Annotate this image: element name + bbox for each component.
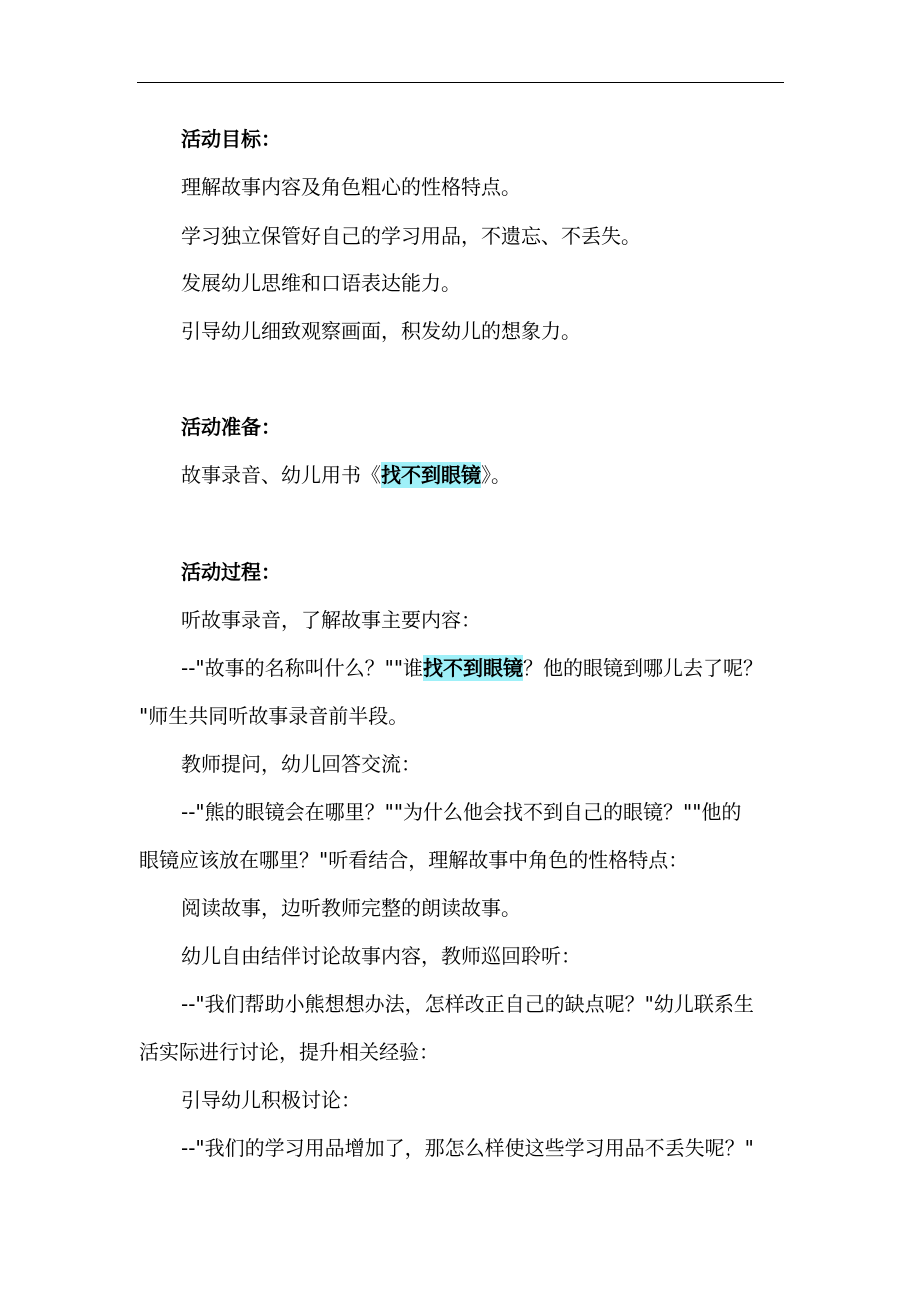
- goals-heading: 活动目标：: [181, 127, 281, 151]
- goal-item: 理解故事内容及角色粗心的性格特点。: [181, 175, 521, 199]
- question-text-before: --"故事的名称叫什么？""谁: [181, 656, 424, 680]
- process-paragraph: --"我们的学习用品增加了，那怎么样使这些学习用品不丢失呢？": [181, 1136, 754, 1160]
- prep-heading: 活动准备：: [181, 415, 281, 439]
- process-paragraph: --"熊的眼镜会在哪里？""为什么他会找不到自己的眼镜？""他的: [181, 800, 742, 824]
- process-paragraph: 阅读故事，边听教师完整的朗读故事。: [181, 896, 521, 920]
- process-paragraph: --"我们帮助小熊想想办法，怎样改正自己的缺点呢？"幼儿联系生: [181, 992, 754, 1016]
- process-paragraph: 听故事录音，了解故事主要内容：: [181, 608, 481, 632]
- prep-text: [181, 460, 511, 490]
- process-paragraph: 教师提问，幼儿回答交流：: [181, 752, 421, 776]
- prep-text-after: 》。: [481, 463, 511, 487]
- prep-text-before: 故事录音、幼儿用书《: [181, 463, 381, 487]
- header-rule: [137, 82, 784, 83]
- goal-item: 发展幼儿思维和口语表达能力。: [181, 271, 461, 295]
- question-text-after: ？他的眼镜到哪儿去了呢？: [523, 656, 764, 680]
- question-highlight: 找不到眼镜: [423, 656, 524, 680]
- process-paragraph: 幼儿自由结伴讨论故事内容，教师巡回聆听：: [181, 944, 581, 968]
- goal-item: 学习独立保管好自己的学习用品，不遗忘、不丢失。: [181, 224, 641, 248]
- prep-highlight: 找不到眼镜: [381, 463, 481, 487]
- process-paragraph-cont: 眼镜应该放在哪里？"听看结合，理解故事中角色的性格特点：: [139, 848, 689, 872]
- process-paragraph-cont: "师生共同听故事录音前半段。: [139, 704, 409, 728]
- process-paragraph: [181, 653, 763, 683]
- goal-item: 引导幼儿细致观察画面，积发幼儿的想象力。: [181, 319, 581, 343]
- process-heading: 活动过程：: [181, 560, 281, 584]
- process-paragraph-cont: 活实际进行讨论，提升相关经验：: [139, 1040, 439, 1064]
- process-paragraph: 引导幼儿积极讨论：: [181, 1088, 361, 1112]
